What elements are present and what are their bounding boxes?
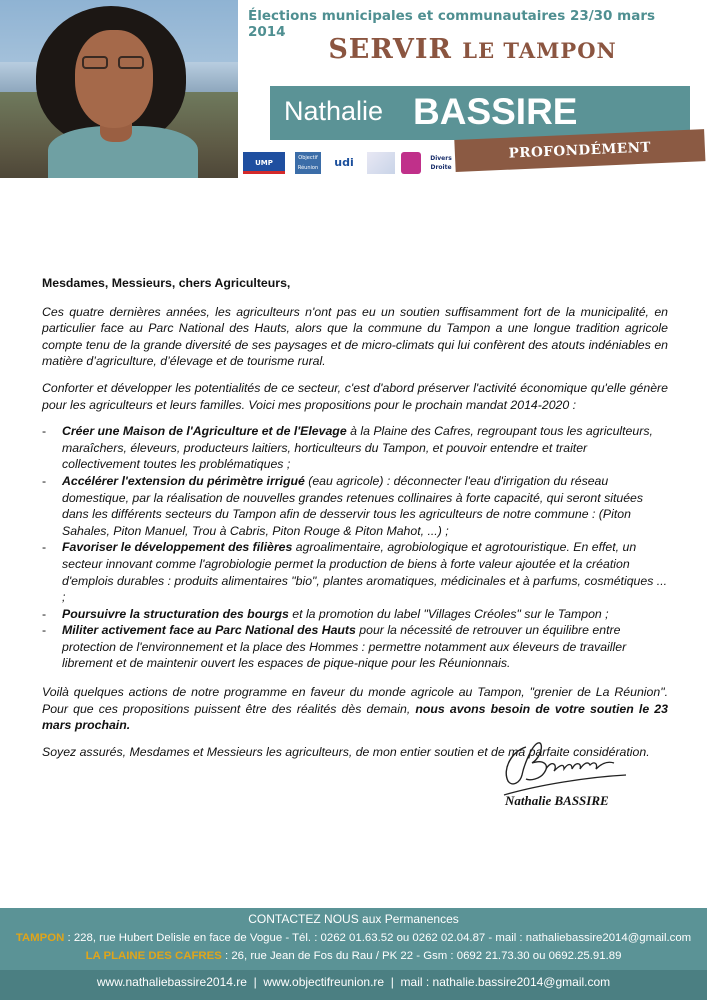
letter-header — [0, 0, 707, 194]
letter-body — [42, 275, 668, 772]
party-logo-4 — [367, 152, 395, 174]
plaine-office — [0, 950, 707, 962]
slogan-small: LE TAMPON — [462, 38, 617, 63]
web-links[interactable]: www.nathaliebassire2014.re | www.objectifreunion.re | mail : nathalie.bassire2014@gmail.com — [96, 975, 611, 989]
candidate-first-name: Nathalie — [284, 96, 384, 126]
signature-name: Nathalie BASSIRE — [505, 793, 609, 808]
list-item: - Poursuivre la structuration des bourgs et la promotion du label "Villages Créoles" sur le Tampon ; — [42, 606, 609, 621]
candidate-last-name: BASSIRE — [413, 91, 578, 132]
proposal-title: Militer activement face au Parc National des Hauts — [62, 623, 356, 638]
slogan-big: SERVIR — [328, 34, 452, 65]
list-item: - Militer activement face au Parc National des Hauts pour la nécessité de retrouver un équilibre entre protection de l'environnement et la place des Hommes : permettre notamment aux éleveurs de travailler librement et de maintenir ouvert les espaces de pique-nique pour les Réunionnais. — [42, 623, 627, 671]
proposal-title: Créer une Maison de l'Agriculture et de l'Elevage — [62, 424, 347, 439]
proposal-text: et la promotion du label "Villages Créoles" sur le Tampon ; — [288, 606, 609, 621]
letter-greeting: Mesdames, Messieurs, chers Agriculteurs, — [42, 276, 291, 290]
web-links-bar — [0, 970, 707, 1000]
party-logos — [243, 152, 455, 177]
list-item: - Créer une Maison de l'Agriculture et de l'Elevage à la Plaine des Cafres, regroupant tous les agriculteurs, maraîchers, éleveurs, producteurs laitiers, horticulteurs du Tampon, et pouvoir entendre et traiter collectivement toutes les problématiques ; — [42, 424, 653, 472]
list-item: - Favoriser le développement des filières agroalimentaire, agrobiologique et agrotouristique. En effet, un secteur innovant comme l'agrobiologie permet la production de biens à forte valeur ajoutée et la création d'emplois durables : produits alimentaires "bio", plantes aromatiques, médicinales et à parfums, cosmétiques ... ; — [42, 540, 668, 605]
campaign-tagline: PROFONDÉMENT TAMPONNAISE — [454, 129, 705, 172]
campaign-slogan — [238, 34, 707, 65]
plaine-label: LA PLAINE DES CAFRES — [85, 950, 222, 962]
ump-logo: UMP — [243, 152, 285, 174]
tampon-address: : 228, rue Hubert Delisle en face de Vogue - Tél. : 0262 01.63.52 ou 0262 02.04.87 - mail : nathaliebassire2014@gmail.com — [64, 932, 692, 944]
election-dates: Élections municipales et communautaires 23/30 mars 2014 — [248, 8, 656, 40]
proposal-title: Poursuivre la structuration des bourgs — [62, 606, 289, 621]
paragraph-3-text: Voilà quelques actions de notre programme en faveur du monde agricole au Tampon, "grenier de La Réunion". Pour que ces propositions puissent être des réalités dès demain, — [42, 685, 668, 716]
tampon-office — [0, 932, 707, 944]
objectif-reunion-logo: Objectif Réunion — [295, 152, 321, 174]
proposal-title: Favoriser le développement des filières — [62, 540, 293, 555]
list-item: - Accélérer l'extension du périmètre irrigué (eau agricole) : déconnecter l'eau d'irrigation du réseau domestique, par la réalisation de nouvelles grandes retenues collinaires à forte capacité, qui seront situées dans les différents secteurs du Tampon afin de desservir tous les agriculteurs de notre commune : (Piton Sahales, Piton Manuel, Trou à Cabris, Piton Rouge & Piton Mahot, ...) ; — [42, 473, 644, 538]
support-call: nous avons besoin de votre soutien le 23 mars prochain. — [42, 701, 668, 733]
letter-paragraph-2: Conforter et développer les potentialités de ce secteur, c'est d'abord préserver l'activité économique qu'elle génère pour les agriculteurs et leurs familles. Voici mes propositions pour le prochain mandat 2014-2020 : — [42, 380, 668, 412]
proposals-list — [42, 423, 668, 672]
proposal-text: pour la nécessité de retrouver un équilibre entre protection de l'environnement et la place des Hommes : permettre notamment aux éleveurs de travailler librement et de maintenir ouvert les espaces de pique-nique pour les Réunionnais. — [62, 623, 627, 671]
proposal-title: Accélérer l'extension du périmètre irrigué — [62, 473, 305, 488]
letter-paragraph-1: Ces quatre dernières années, les agriculteurs n'ont pas eu un soutien suffisamment fort de la municipalité, en particulier face au Parc National des Hauts, alors que la commune du Tampon a une longue tradition agricole compte tenu de la grande diversité de ses paysages et de micro-climats qui lui confèrent des atouts indéniables en matière d’agriculture, d’élevage et de tourisme rural. — [42, 304, 668, 369]
party-logo-5 — [401, 152, 421, 174]
letter-paragraph-3 — [42, 684, 668, 734]
proposal-text: (eau agricole) : déconnecter l'eau d'irrigation du réseau domestique, par la réalisation de nouvelles grandes retenues collinaires à forte capacité, qui seront situées dans les différents secteurs du Tampon afin de desservir tous les agriculteurs de notre commune : (Piton Sahales, Piton Manuel, Trou à Cabris, Piton Rouge & Piton Mahot, ...) ; — [62, 473, 644, 538]
divers-droite-logo: Divers Droite — [430, 155, 452, 171]
candidate-photo — [0, 0, 238, 178]
tampon-label: TAMPON — [15, 932, 65, 944]
proposal-text: agroalimentaire, agrobiologique et agrotouristique. En effet, un secteur innovant comme l'agrobiologie permet la production de biens à forte valeur ajoutée et la création d'emplois durables : produits alimentaires "bio", plantes aromatiques, médicinales et à parfums, cosmétiques ... ; — [62, 540, 668, 605]
udi-logo: udi — [334, 156, 354, 169]
proposal-text: à la Plaine des Cafres, regroupant tous les agriculteurs, maraîchers, éleveurs, producteurs laitiers, horticulteurs du Tampon, et pouvoir entendre et traiter collectivement toutes les problématiques ; — [62, 424, 653, 472]
footer-title: CONTACTEZ NOUS aux Permanences — [248, 912, 459, 926]
letter-closing: Soyez assurés, Mesdames et Messieurs les agriculteurs, de mon entier soutien et de ma parfaite considération. — [42, 744, 650, 759]
plaine-address: : 26, rue Jean de Fos du Rau / PK 22 - Gsm : 0692 21.73.30 ou 0692.25.91.89 — [221, 950, 622, 962]
